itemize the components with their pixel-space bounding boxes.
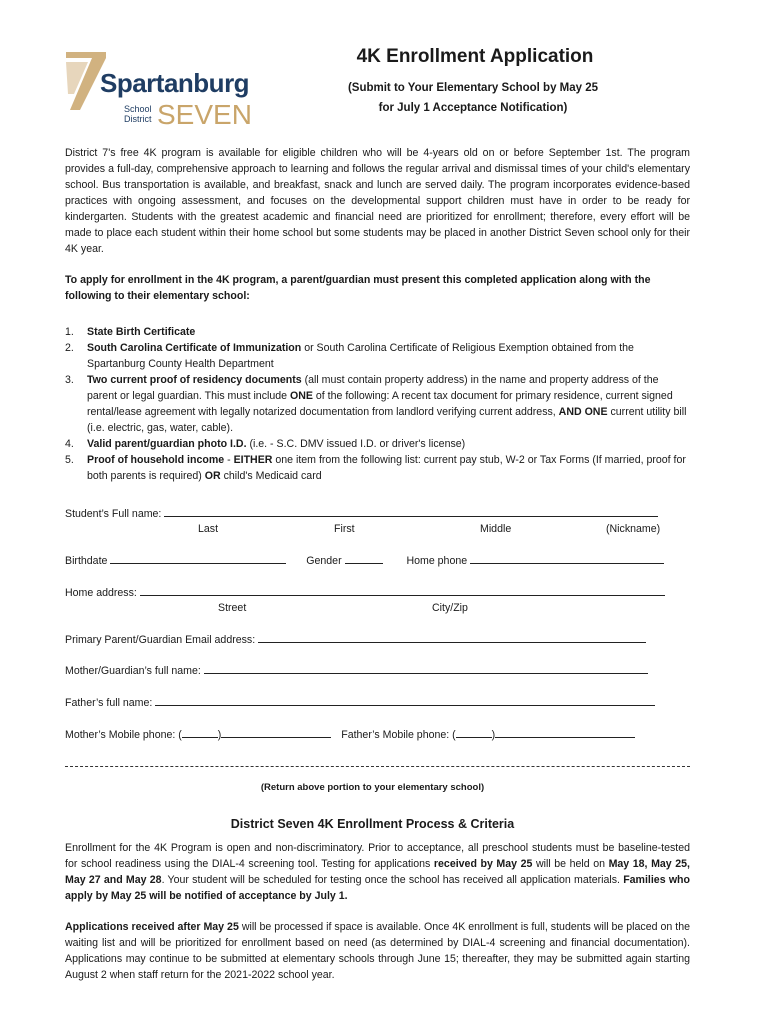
svg-text:District: District [124, 114, 152, 124]
name-part-last: Last [198, 523, 219, 535]
late-applications-paragraph: Applications received after May 25 will be processed if space is available. Once 4K enrollment is full, students will be placed on the waiting list and will be prioritized for enrollment based on need (as determined by DIAL-4 screening and financial documentation). Applications may continue to be submitted at elementary schools through June 15; thereafter, they may be submitted again starting August 2 when staff return for the 2021-2022 school year. [65, 921, 690, 981]
list-item: 3. Two current proof of residency documents (all must contain property address) in the name and property address of the parent or legal guardian. This must include ONE of the following: A recent tax document for primary residence, current signed rental/lease agreement with legally notarized documentation from landlord verifying current address, AND ONE current utility bill (i.e. electric, gas, water, cable). [65, 374, 687, 434]
logo-text-line2: SEVEN [157, 99, 252, 130]
father-name-row [65, 694, 655, 711]
student-name-label: Student’s Full name: [65, 508, 162, 520]
requirements-list [65, 324, 690, 484]
student-name-field[interactable] [164, 505, 658, 517]
mother-name-label: Mother/Guardian’s full name: [65, 665, 201, 677]
home-phone-field[interactable] [470, 552, 664, 564]
subtitle-line2: for July 1 Acceptance Notification) [378, 102, 568, 114]
father-phone-label: Father’s Mobile phone: ( [341, 729, 456, 741]
address-part-street: Street [218, 602, 247, 614]
home-address-row [65, 584, 665, 601]
return-note: (Return above portion to your elementary school) [260, 782, 485, 793]
list-item: 5. Proof of household income - EITHER one item from the following list: current pay stub, W-2 or Tax Forms (If married, proof for both parents is required) OR child's Medicaid card [65, 454, 686, 482]
logo-district-label: School [124, 104, 152, 114]
home-address-field[interactable] [140, 584, 665, 596]
apply-instructions: To apply for enrollment in the 4K program, a parent/guardian must present this completed application along with the following to their elementary school: [65, 274, 651, 302]
name-part-first: First [334, 523, 355, 535]
birthdate-field[interactable] [110, 552, 286, 564]
email-label: Primary Parent/Guardian Email address: [65, 634, 256, 646]
list-item: 4. Valid parent/guardian photo I.D. (i.e. - S.C. DMV issued I.D. or driver's license) [65, 438, 466, 450]
list-item: 1. State Birth Certificate [65, 326, 196, 338]
father-phone-field[interactable] [495, 726, 635, 738]
birthdate-label: Birthdate [65, 555, 108, 567]
student-name-row [65, 505, 658, 522]
mother-phone-label: Mother’s Mobile phone: ( [65, 729, 182, 741]
home-phone-label: Home phone [406, 555, 468, 567]
mother-name-row [65, 662, 648, 679]
page-subtitle [318, 78, 628, 118]
mother-phone-field[interactable] [221, 726, 331, 738]
mother-name-field[interactable] [204, 662, 648, 674]
gender-label: Gender [306, 555, 342, 567]
district-logo [62, 48, 262, 132]
section-title: District Seven 4K Enrollment Process & Criteria [230, 817, 515, 831]
list-item: 2. South Carolina Certificate of Immunization or South Carolina Certificate of Religious Exemption obtained from the Spartanburg County Health Department [65, 342, 634, 370]
home-address-label: Home address: [65, 587, 137, 599]
birthdate-row [65, 552, 664, 569]
father-area-code-field[interactable] [456, 726, 492, 738]
email-field[interactable] [258, 631, 646, 643]
address-part-cityzip: City/Zip [432, 602, 468, 614]
logo-text-line1: Spartanburg [100, 68, 250, 98]
father-name-field[interactable] [155, 694, 655, 706]
mother-area-code-field[interactable] [182, 726, 218, 738]
name-part-nickname: (Nickname) [606, 523, 661, 535]
page-title: 4K Enrollment Application [356, 46, 594, 67]
name-part-middle: Middle [480, 523, 512, 535]
cut-line-divider [65, 766, 690, 767]
father-name-label: Father’s full name: [65, 697, 153, 709]
email-row [65, 631, 646, 648]
enrollment-paragraph: Enrollment for the 4K Program is open and non-discriminatory. Prior to acceptance, all preschool students must be baseline-tested for school readiness using the DIAL-4 screening tool. Testing for applications received by May 25 will be held on May 18, May 25, May 27 and May 28. Your student will be scheduled for testing once the school has received all application materials. Families who apply by May 25 will be notified of acceptance by July 1. [65, 842, 690, 902]
mobile-phone-row: Mother’s Mobile phone: ( ) Father’s Mobile phone: ( ) [65, 726, 635, 743]
subtitle-line1: (Submit to Your Elementary School by May 25 [347, 82, 599, 94]
gender-field[interactable] [345, 552, 383, 564]
intro-paragraph: District 7's free 4K program is available for eligible children who will be 4-years old on or before September 1st. The program provides a full-day, comprehensive approach to learning and follows the regular arrival and dismissal times of your child's elementary school. Bus transportation is available, and breakfast, snack and lunch are served daily. The program incorporates evidence-based practices with ongoing assessment, and focuses on the developmental support children must have in order to be ready for kindergarten. Students with the greatest academic and financial need are prioritized for enrollment; therefore, every effort will be made to place each student within their home school but some students may be placed in another District Seven school only for their 4K year. [65, 147, 690, 255]
logo-mark [62, 48, 262, 132]
